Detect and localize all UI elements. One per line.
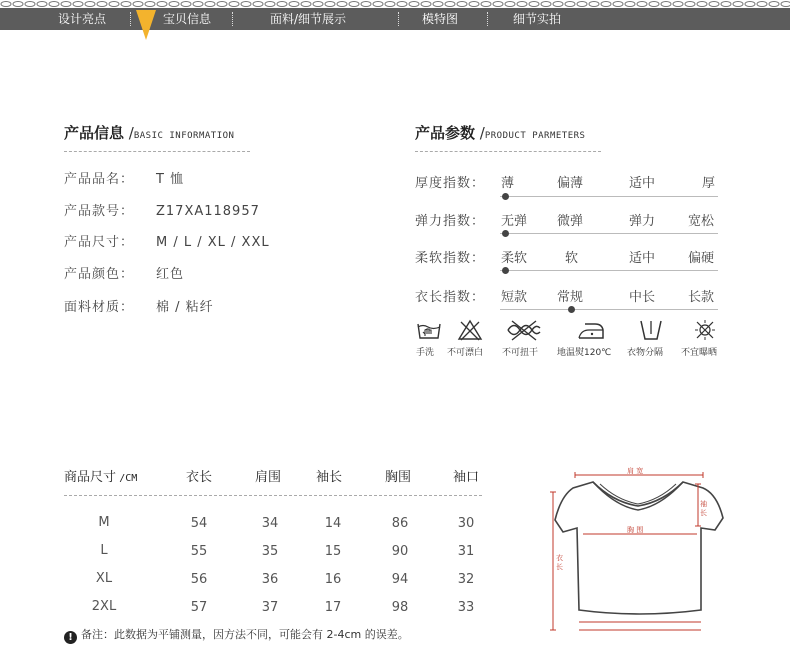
param-scale-line: [500, 196, 718, 197]
nav-item-detail[interactable]: 细节实拍: [513, 12, 562, 26]
table-cell: 54: [190, 516, 208, 531]
care-label: 不可扭干: [502, 348, 539, 358]
param-option: 短款: [501, 290, 528, 305]
param-indicator-dot: [502, 193, 509, 200]
info-row-code: 产品款号： Z17XA118957: [64, 204, 260, 219]
table-cell: 37: [261, 600, 279, 615]
table-cell: 31: [457, 544, 475, 559]
param-label-elasticity: 弹力指数：: [415, 214, 486, 229]
size-cell: XL: [95, 571, 113, 586]
nav-item-model[interactable]: 模特图: [422, 12, 459, 26]
param-option: 偏薄: [557, 176, 584, 191]
param-scale-line: [500, 309, 718, 310]
size-cell: L: [100, 543, 108, 558]
param-scale-line: [500, 270, 718, 271]
size-cell: 2XL: [91, 599, 117, 614]
table-cell: 32: [457, 572, 475, 587]
tshirt-outline-icon: [545, 462, 730, 634]
table-cell: 55: [190, 544, 208, 559]
table-cell: 17: [324, 600, 342, 615]
table-cell: 56: [190, 572, 208, 587]
size-table-title: 商品尺寸 /CM: [64, 470, 138, 485]
param-option: 柔软: [501, 251, 528, 266]
active-nav-arrow-icon: [136, 10, 156, 40]
care-label: 地温熨120℃: [557, 348, 612, 358]
care-label: 衣物分隔: [627, 348, 664, 358]
table-cell: 33: [457, 600, 475, 615]
table-cell: 57: [190, 600, 208, 615]
nav-item-info[interactable]: 宝贝信息: [163, 12, 212, 26]
nav-separator: [130, 12, 131, 26]
divider: [64, 151, 250, 152]
care-label: 手洗: [416, 348, 435, 358]
column-header: 袖口: [453, 470, 480, 485]
param-option: 宽松: [688, 214, 715, 229]
divider: [415, 151, 601, 152]
nav-separator: [232, 12, 233, 26]
param-option: 中长: [629, 290, 656, 305]
measurement-note: ! 备注：此数据为平铺测量，因方法不同，可能会有 2-4cm 的误差。: [64, 626, 409, 644]
no-wring-icon: [505, 318, 543, 342]
length-label: 衣长: [556, 554, 563, 571]
nav-item-fabric[interactable]: 面料/细节展示: [270, 12, 347, 26]
info-row-material: 面料材质： 棉 / 粘纤: [64, 300, 214, 315]
care-label: 不宜曝晒: [681, 348, 718, 358]
size-cell: M: [98, 515, 110, 530]
table-cell: 16: [324, 572, 342, 587]
param-option: 软: [565, 251, 579, 266]
table-cell: 86: [391, 516, 409, 531]
table-cell: 30: [457, 516, 475, 531]
product-params-title: 产品参数 /PRODUCT PARMETERS: [415, 124, 586, 142]
no-bleach-icon: [456, 318, 484, 342]
info-row-name: 产品品名： T 恤: [64, 172, 185, 187]
divider: [64, 495, 482, 496]
chest-label: 胸 围: [627, 526, 644, 534]
column-header: 胸围: [385, 470, 412, 485]
hand-wash-icon: [415, 318, 443, 342]
low-iron-icon: [575, 318, 607, 342]
info-row-size: 产品尺寸： M / L / XL / XXL: [64, 235, 270, 250]
param-option: 常规: [557, 290, 584, 305]
param-option: 长款: [688, 290, 715, 305]
nav-bar: [0, 8, 790, 30]
param-option: 无弹: [501, 214, 528, 229]
param-option: 适中: [629, 251, 656, 266]
param-indicator-dot: [568, 306, 575, 313]
param-option: 弹力: [629, 214, 656, 229]
table-cell: 35: [261, 544, 279, 559]
nav-item-design[interactable]: 设计亮点: [58, 12, 107, 26]
info-row-color: 产品颜色： 红色: [64, 267, 185, 282]
param-option: 微弹: [557, 214, 584, 229]
param-option: 厚: [702, 176, 716, 191]
param-indicator-dot: [502, 267, 509, 274]
param-label-length: 衣长指数：: [415, 290, 486, 305]
table-cell: 36: [261, 572, 279, 587]
param-option: 薄: [501, 176, 515, 191]
top-nav: [0, 0, 790, 30]
separate-wash-icon: [637, 318, 665, 342]
table-cell: 34: [261, 516, 279, 531]
column-header: 衣长: [186, 470, 213, 485]
sleeve-label: 袖长: [700, 500, 707, 517]
tshirt-measure-diagram: [545, 462, 730, 634]
param-indicator-dot: [502, 230, 509, 237]
param-option: 适中: [629, 176, 656, 191]
shoulder-label: 肩 宽: [627, 467, 644, 475]
table-cell: 14: [324, 516, 342, 531]
param-label-thickness: 厚度指数：: [415, 176, 486, 191]
param-option: 偏硬: [688, 251, 715, 266]
table-cell: 15: [324, 544, 342, 559]
nav-separator: [398, 12, 399, 26]
nav-separator: [487, 12, 488, 26]
care-label: 不可漂白: [447, 348, 484, 358]
column-header: 袖长: [316, 470, 343, 485]
warning-icon: !: [64, 631, 77, 644]
table-cell: 90: [391, 544, 409, 559]
column-header: 肩围: [255, 470, 282, 485]
no-sun-icon: [691, 318, 719, 342]
param-label-softness: 柔软指数：: [415, 251, 486, 266]
product-info-title: 产品信息 /BASIC INFORMATION: [64, 124, 235, 142]
table-cell: 94: [391, 572, 409, 587]
table-cell: 98: [391, 600, 409, 615]
chain-border: [0, 0, 790, 8]
param-scale-line: [500, 233, 718, 234]
